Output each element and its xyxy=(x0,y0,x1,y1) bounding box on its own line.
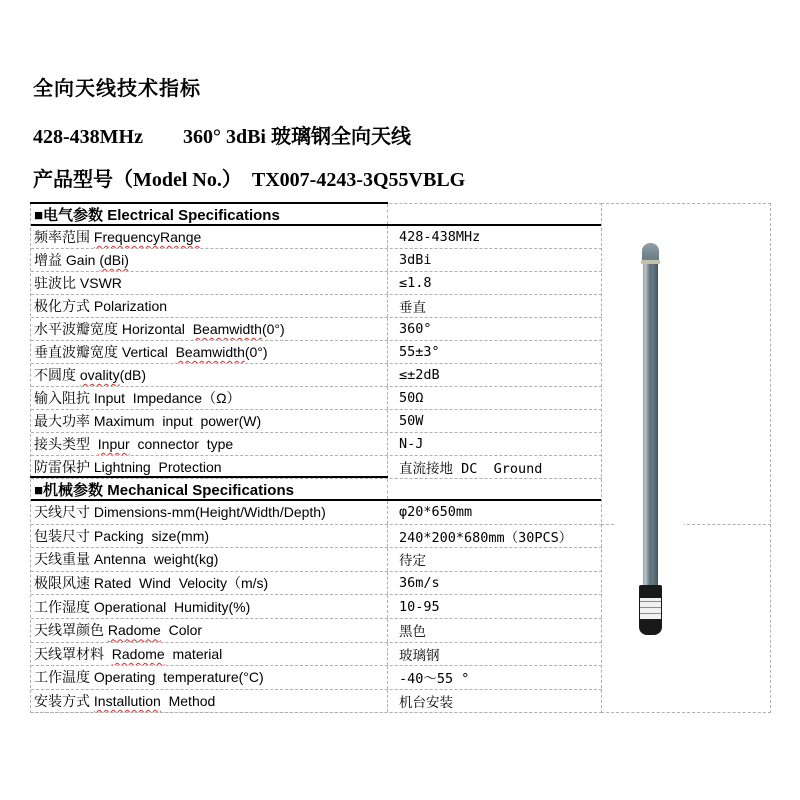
misspelled-word: ovality xyxy=(79,367,120,383)
misspelled-word: Installution xyxy=(93,693,161,710)
table-row xyxy=(31,643,602,667)
spec-label-text: (dB) xyxy=(119,367,147,383)
spec-label-text: 天线罩材料 xyxy=(34,645,112,662)
spec-value-cell xyxy=(388,295,602,317)
misspelled-word: Beamwidth xyxy=(175,344,245,360)
table-row xyxy=(31,387,602,410)
spec-value-cell xyxy=(388,387,602,409)
spec-value-cell xyxy=(388,249,602,271)
spec-label-cell xyxy=(31,341,388,363)
table-row xyxy=(31,666,602,690)
spec-label-text: 频率范围 xyxy=(34,229,94,245)
spec-label-cell xyxy=(31,572,388,595)
spec-table xyxy=(30,203,602,713)
spec-label-text: 天线尺寸 Dimensions-mm(Height/Width/Depth) xyxy=(34,504,326,521)
misspelled-word: Beamwidth xyxy=(192,321,262,337)
model-number-line: 产品型号（Model No.） TX007-4243-3Q55VBLG xyxy=(33,169,466,191)
spec-value-cell xyxy=(388,204,602,224)
spec-label-text: 极化方式 Polarization xyxy=(34,298,168,314)
spec-value-text: 黑色 xyxy=(399,624,426,641)
table-row xyxy=(31,341,602,364)
spec-value-text: 垂直 xyxy=(399,300,426,316)
spec-value-text: N-J xyxy=(399,436,424,452)
spec-value-cell xyxy=(388,410,602,432)
misspelled-word: FrequencyRange xyxy=(93,229,202,245)
spec-value-cell xyxy=(388,433,602,455)
spec-value-text: 55±3° xyxy=(399,344,440,360)
section-header-row xyxy=(31,479,602,501)
spec-label-cell xyxy=(31,226,388,248)
spec-label-text: 增益 Gain xyxy=(34,252,100,268)
spec-label-text: 接头类型 xyxy=(34,436,98,452)
spec-value-cell xyxy=(388,479,602,499)
spec-value-cell xyxy=(388,548,602,571)
misspelled-word: Inpur xyxy=(97,436,130,452)
misspelled-word: Radome xyxy=(111,645,165,662)
table-row xyxy=(31,295,602,318)
spec-value-text: 直流接地 DC Ground xyxy=(399,461,543,477)
table-row xyxy=(31,226,602,249)
table-row xyxy=(31,249,602,272)
spec-value-cell xyxy=(388,318,602,340)
spec-label-cell xyxy=(31,643,388,666)
spec-label-text: material xyxy=(164,645,223,662)
spec-label-text: 工作湿度 Operational Humidity(%) xyxy=(34,598,251,615)
spec-label-text: 垂直波瓣宽度 Vertical xyxy=(34,344,176,360)
spec-label-text: 极限风速 Rated Wind Velocity（m/s) xyxy=(34,575,269,592)
antenna-base xyxy=(639,585,662,635)
spec-label-text: connector type xyxy=(129,436,234,452)
spec-value-text: 428-438MHz xyxy=(399,229,481,245)
spec-label-text: 不圆度 xyxy=(34,367,80,383)
page-title: 全向天线技术指标 xyxy=(33,78,201,100)
spec-label-cell xyxy=(31,501,388,524)
table-row xyxy=(31,318,602,341)
mechanical-section-top-border xyxy=(30,476,388,478)
spec-value-cell xyxy=(388,643,602,666)
spec-value-text: 10-95 xyxy=(399,598,440,615)
spec-value-cell xyxy=(388,272,602,294)
spec-value-cell xyxy=(388,226,602,248)
spec-label-cell xyxy=(31,272,388,294)
spec-label-cell xyxy=(31,456,388,478)
spec-label-cell xyxy=(31,548,388,571)
spec-label-cell xyxy=(31,595,388,618)
spec-label-text: Color xyxy=(160,622,203,639)
section-header-cell xyxy=(31,204,388,224)
spec-label-cell xyxy=(31,666,388,689)
spec-value-cell xyxy=(388,666,602,689)
spec-label-text: 天线罩颜色 xyxy=(34,622,108,639)
spec-label-cell xyxy=(31,433,388,455)
spec-value-text: 3dBi xyxy=(399,252,432,268)
page-subtitle: 428-438MHz 360° 3dBi 玻璃钢全向天线 xyxy=(33,126,411,148)
spec-label-cell xyxy=(31,410,388,432)
spec-value-cell xyxy=(388,501,602,524)
spec-value-cell xyxy=(388,525,602,548)
spec-value-text: φ20*650mm xyxy=(399,504,473,521)
spec-label-text: 天线重量 Antenna weight(kg) xyxy=(34,551,219,568)
spec-label-cell xyxy=(31,690,388,713)
spec-label-cell xyxy=(31,387,388,409)
table-row xyxy=(31,272,602,295)
spec-value-text: ≤±2dB xyxy=(399,367,440,383)
section-header-label: ■电气参数 Electrical Specifications xyxy=(34,206,280,224)
table-row xyxy=(31,619,602,643)
spec-label-text: Method xyxy=(160,693,216,710)
table-row xyxy=(31,501,602,525)
spec-label-cell xyxy=(31,249,388,271)
table-row xyxy=(31,595,602,619)
table-row xyxy=(31,525,602,549)
spec-value-cell xyxy=(388,690,602,713)
spec-value-text: 50Ω xyxy=(399,390,424,406)
table-row xyxy=(31,433,602,456)
spec-label-text: 输入阻抗 Input Impedance（Ω） xyxy=(34,390,241,406)
spec-label-cell xyxy=(31,525,388,548)
spec-value-text: 50W xyxy=(399,413,424,429)
section-header-cell xyxy=(31,479,388,499)
spec-label-cell xyxy=(31,619,388,642)
spec-value-cell xyxy=(388,456,602,478)
spec-label-text: (0°) xyxy=(244,344,268,360)
section-header-row xyxy=(31,204,602,226)
spec-label-text: (0°) xyxy=(261,321,285,337)
spec-value-text: 36m/s xyxy=(399,575,440,592)
antenna-label xyxy=(640,598,661,619)
spec-label-cell xyxy=(31,364,388,386)
spec-value-text: 机台安装 xyxy=(399,695,453,712)
spec-value-cell xyxy=(388,364,602,386)
spec-label-text: 驻波比 VSWR xyxy=(34,275,122,291)
spec-value-cell xyxy=(388,619,602,642)
spec-label-text: 防雷保护 Lightning Protection xyxy=(34,459,222,475)
table-row xyxy=(31,690,602,714)
spec-value-text: ≤1.8 xyxy=(399,275,432,291)
spec-value-text: -40～55 ° xyxy=(399,671,470,688)
spec-value-cell xyxy=(388,595,602,618)
spec-value-text: 玻璃钢 xyxy=(399,647,440,664)
table-row xyxy=(31,572,602,596)
spec-value-cell xyxy=(388,572,602,595)
spec-value-text: 360° xyxy=(399,321,432,337)
section-header-label: ■机械参数 Mechanical Specifications xyxy=(34,481,294,499)
spec-label-text: 水平波瓣宽度 Horizontal xyxy=(34,321,193,337)
spec-label-text: 最大功率 Maximum input power(W) xyxy=(34,413,262,429)
misspelled-word: Radome xyxy=(107,622,161,639)
misspelled-word: (dBi) xyxy=(99,252,129,268)
antenna-photo xyxy=(616,231,684,643)
spec-label-text: 包装尺寸 Packing size(mm) xyxy=(34,527,210,544)
antenna-rod xyxy=(643,264,658,585)
spec-label-cell xyxy=(31,318,388,340)
spec-label-text: 安装方式 xyxy=(34,693,94,710)
spec-value-text: 待定 xyxy=(399,553,426,570)
table-row xyxy=(31,364,602,387)
spec-value-text: 240*200*680mm（30PCS） xyxy=(399,529,573,546)
electrical-section-top-border xyxy=(30,202,388,204)
table-row xyxy=(31,548,602,572)
spec-label-cell xyxy=(31,295,388,317)
table-row xyxy=(31,410,602,433)
spec-value-cell xyxy=(388,341,602,363)
spec-label-text: 工作温度 Operating temperature(°C) xyxy=(34,669,264,686)
